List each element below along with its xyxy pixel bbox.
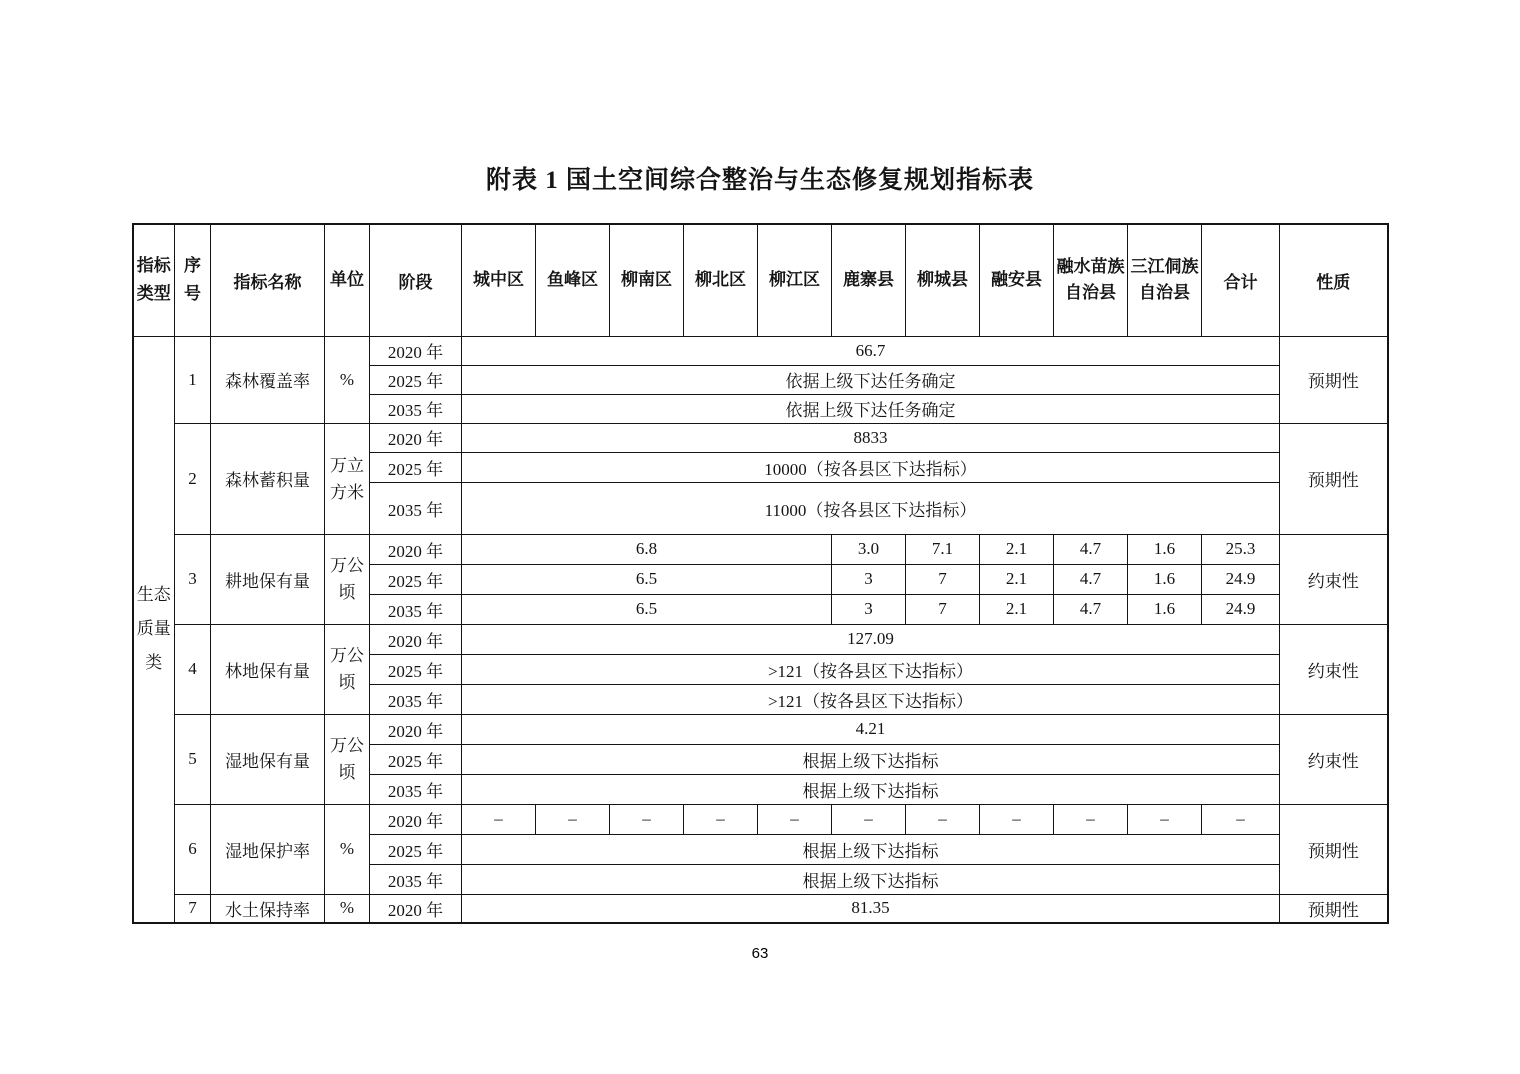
table-row (133, 804, 1388, 834)
phase-cell: 2035 年 (370, 594, 462, 624)
indicator-table (132, 223, 1389, 924)
phase-cell: 2035 年 (370, 684, 462, 714)
unit-cell: 万立方米 (325, 423, 370, 534)
phase-cell: 2020 年 (370, 714, 462, 744)
value-cell: – (1054, 804, 1128, 834)
unit-cell: 万公顷 (325, 624, 370, 714)
nature-cell: 预期性 (1280, 894, 1388, 923)
value-cell: 3.0 (832, 534, 906, 564)
value-cell: 7 (906, 594, 980, 624)
value-cell: – (758, 804, 832, 834)
phase-cell: 2025 年 (370, 834, 462, 864)
table-row (133, 894, 1388, 923)
col-header-unit: 单位 (325, 224, 370, 336)
value-cell: – (980, 804, 1054, 834)
value-cell: 7 (906, 564, 980, 594)
value-cell: 8833 (462, 423, 1280, 452)
phase-cell: 2035 年 (370, 482, 462, 534)
col-header-region-liunan: 柳南区 (610, 224, 684, 336)
nature-cell: 约束性 (1280, 714, 1388, 804)
category-cell: 生态质量类 (133, 336, 175, 923)
value-cell: 11000（按各县区下达指标） (462, 482, 1280, 534)
table-header-row (133, 224, 1388, 336)
value-cell: 3 (832, 594, 906, 624)
table-row (133, 423, 1388, 452)
phase-cell: 2025 年 (370, 452, 462, 482)
page-number: 63 (751, 945, 769, 962)
serial-no-cell: 5 (175, 714, 211, 804)
value-cell: 6.8 (462, 534, 832, 564)
phase-cell: 2025 年 (370, 365, 462, 394)
value-cell: 根据上级下达指标 (462, 744, 1280, 774)
value-cell: 4.21 (462, 714, 1280, 744)
serial-no-cell: 7 (175, 894, 211, 923)
table-row (133, 624, 1388, 654)
value-cell: – (832, 804, 906, 834)
value-cell: 1.6 (1128, 534, 1202, 564)
unit-cell: % (325, 336, 370, 423)
value-cell: 4.7 (1054, 534, 1128, 564)
table-row (133, 336, 1388, 365)
value-cell: 66.7 (462, 336, 1280, 365)
total-cell: 24.9 (1202, 564, 1280, 594)
phase-cell: 2025 年 (370, 744, 462, 774)
value-cell: 根据上级下达指标 (462, 774, 1280, 804)
total-cell: – (1202, 804, 1280, 834)
col-header-region-luzhai: 鹿寨县 (832, 224, 906, 336)
col-header-region-liubei: 柳北区 (684, 224, 758, 336)
value-cell: 6.5 (462, 564, 832, 594)
value-cell: 依据上级下达任务确定 (462, 394, 1280, 423)
value-cell: – (462, 804, 536, 834)
value-cell: 依据上级下达任务确定 (462, 365, 1280, 394)
indicator-name-cell: 湿地保有量 (211, 714, 325, 804)
total-cell: 25.3 (1202, 534, 1280, 564)
indicator-name-cell: 耕地保有量 (211, 534, 325, 624)
phase-cell: 2020 年 (370, 624, 462, 654)
nature-cell: 预期性 (1280, 423, 1388, 534)
phase-cell: 2035 年 (370, 394, 462, 423)
value-cell: 4.7 (1054, 564, 1128, 594)
col-header-total: 合计 (1202, 224, 1280, 336)
value-cell: 3 (832, 564, 906, 594)
phase-cell: 2020 年 (370, 336, 462, 365)
value-cell: – (536, 804, 610, 834)
value-cell: – (906, 804, 980, 834)
unit-cell: % (325, 894, 370, 923)
indicator-name-cell: 湿地保护率 (211, 804, 325, 894)
col-header-region-rongshui: 融水苗族自治县 (1054, 224, 1128, 336)
indicator-name-cell: 森林覆盖率 (211, 336, 325, 423)
nature-cell: 预期性 (1280, 336, 1388, 423)
col-header-region-chengzhong: 城中区 (462, 224, 536, 336)
phase-cell: 2025 年 (370, 654, 462, 684)
serial-no-cell: 3 (175, 534, 211, 624)
value-cell: 1.6 (1128, 594, 1202, 624)
phase-cell: 2020 年 (370, 534, 462, 564)
value-cell: >121（按各县区下达指标） (462, 654, 1280, 684)
indicator-name-cell: 水土保持率 (211, 894, 325, 923)
phase-cell: 2020 年 (370, 804, 462, 834)
col-header-region-rongan: 融安县 (980, 224, 1054, 336)
col-header-indicator-type: 指标类型 (133, 224, 175, 336)
total-cell: 24.9 (1202, 594, 1280, 624)
phase-cell: 2025 年 (370, 564, 462, 594)
serial-no-cell: 1 (175, 336, 211, 423)
phase-cell: 2035 年 (370, 864, 462, 894)
table-row (133, 714, 1388, 744)
col-header-serial-no: 序号 (175, 224, 211, 336)
serial-no-cell: 6 (175, 804, 211, 894)
value-cell: 根据上级下达指标 (462, 834, 1280, 864)
value-cell: >121（按各县区下达指标） (462, 684, 1280, 714)
value-cell: 1.6 (1128, 564, 1202, 594)
col-header-phase: 阶段 (370, 224, 462, 336)
nature-cell: 预期性 (1280, 804, 1388, 894)
value-cell: 4.7 (1054, 594, 1128, 624)
phase-cell: 2020 年 (370, 423, 462, 452)
page-title: 附表 1 国土空间综合整治与生态修复规划指标表 (485, 167, 1034, 194)
col-header-region-yufeng: 鱼峰区 (536, 224, 610, 336)
nature-cell: 约束性 (1280, 534, 1388, 624)
value-cell: – (610, 804, 684, 834)
value-cell: 6.5 (462, 594, 832, 624)
col-header-indicator-name: 指标名称 (211, 224, 325, 336)
value-cell: 127.09 (462, 624, 1280, 654)
col-header-region-liucheng: 柳城县 (906, 224, 980, 336)
unit-cell: 万公顷 (325, 534, 370, 624)
col-header-region-liujiang: 柳江区 (758, 224, 832, 336)
indicator-name-cell: 森林蓄积量 (211, 423, 325, 534)
value-cell: – (1128, 804, 1202, 834)
value-cell: 2.1 (980, 594, 1054, 624)
unit-cell: 万公顷 (325, 714, 370, 804)
phase-cell: 2020 年 (370, 894, 462, 923)
value-cell: – (684, 804, 758, 834)
value-cell: 7.1 (906, 534, 980, 564)
indicator-name-cell: 林地保有量 (211, 624, 325, 714)
value-cell: 10000（按各县区下达指标） (462, 452, 1280, 482)
table-row (133, 534, 1388, 564)
col-header-nature: 性质 (1280, 224, 1388, 336)
nature-cell: 约束性 (1280, 624, 1388, 714)
value-cell: 根据上级下达指标 (462, 864, 1280, 894)
unit-cell: % (325, 804, 370, 894)
serial-no-cell: 2 (175, 423, 211, 534)
value-cell: 81.35 (462, 894, 1280, 923)
value-cell: 2.1 (980, 534, 1054, 564)
col-header-region-sanjiang: 三江侗族自治县 (1128, 224, 1202, 336)
value-cell: 2.1 (980, 564, 1054, 594)
serial-no-cell: 4 (175, 624, 211, 714)
phase-cell: 2035 年 (370, 774, 462, 804)
